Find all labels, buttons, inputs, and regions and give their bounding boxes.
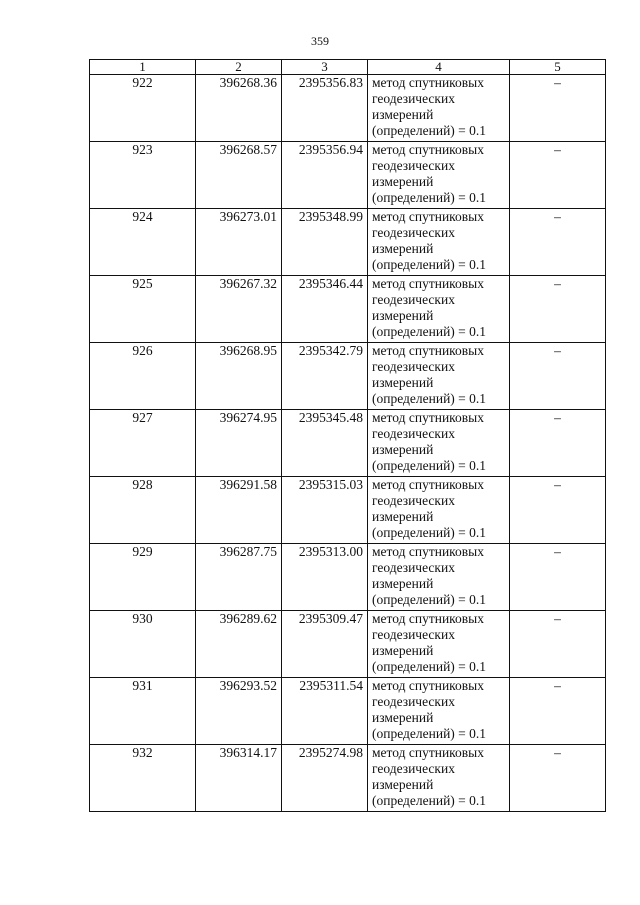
method-line: геодезических [372,426,455,441]
note-cell: – [510,142,606,209]
coordinate-y: 2395356.94 [282,142,368,209]
method-line: геодезических [372,560,455,575]
method-line: метод спутниковых [372,276,484,291]
coordinate-x: 396268.57 [196,142,282,209]
note-cell: – [510,343,606,410]
coordinate-x: 396273.01 [196,209,282,276]
method-line: (определений) = 0.1 [372,592,487,607]
note-cell: – [510,544,606,611]
method-line: геодезических [372,292,455,307]
method-line: измерений [372,107,434,122]
method-line: метод спутниковых [372,75,484,90]
header-col-5: 5 [510,60,606,75]
method-line: измерений [372,174,434,189]
method-line: измерений [372,643,434,658]
table-row [90,343,606,410]
table-row [90,611,606,678]
method-line: метод спутниковых [372,678,484,693]
table-row [90,276,606,343]
note-cell: – [510,276,606,343]
coordinate-x: 396293.52 [196,678,282,745]
point-number: 924 [90,209,196,276]
method-line: измерений [372,777,434,792]
point-number: 922 [90,75,196,142]
table-row [90,410,606,477]
method-line: геодезических [372,225,455,240]
method-description [368,477,510,544]
table-row [90,142,606,209]
coordinate-x: 396287.75 [196,544,282,611]
method-line: метод спутниковых [372,343,484,358]
method-line: метод спутниковых [372,611,484,626]
header-row [90,60,606,75]
coordinate-x: 396268.95 [196,343,282,410]
method-description [368,276,510,343]
note-cell: – [510,477,606,544]
coordinate-x: 396268.36 [196,75,282,142]
method-description [368,611,510,678]
note-cell: – [510,745,606,812]
method-line: геодезических [372,158,455,173]
header-col-2: 2 [196,60,282,75]
coordinate-x: 396314.17 [196,745,282,812]
method-line: метод спутниковых [372,544,484,559]
page-number: 359 [311,34,329,48]
method-description [368,209,510,276]
point-number: 923 [90,142,196,209]
note-cell: – [510,209,606,276]
coordinate-y: 2395311.54 [282,678,368,745]
coordinate-y: 2395345.48 [282,410,368,477]
point-number: 932 [90,745,196,812]
point-number: 930 [90,611,196,678]
coordinate-x: 396274.95 [196,410,282,477]
coordinate-y: 2395313.00 [282,544,368,611]
table-row [90,75,606,142]
coordinates-table [89,59,606,812]
method-description [368,343,510,410]
method-line: геодезических [372,761,455,776]
method-line: геодезических [372,627,455,642]
method-line: (определений) = 0.1 [372,726,487,741]
method-line: (определений) = 0.1 [372,324,487,339]
method-line: метод спутниковых [372,410,484,425]
method-line: (определений) = 0.1 [372,257,487,272]
table-row [90,745,606,812]
coordinate-y: 2395346.44 [282,276,368,343]
point-number: 926 [90,343,196,410]
method-line: геодезических [372,91,455,106]
note-cell: – [510,75,606,142]
method-description [368,410,510,477]
note-cell: – [510,678,606,745]
method-line: метод спутниковых [372,745,484,760]
method-description [368,75,510,142]
method-line: (определений) = 0.1 [372,458,487,473]
method-line: измерений [372,710,434,725]
method-line: (определений) = 0.1 [372,793,487,808]
header-col-1: 1 [90,60,196,75]
note-cell: – [510,410,606,477]
method-description [368,745,510,812]
method-line: (определений) = 0.1 [372,659,487,674]
coordinate-x: 396289.62 [196,611,282,678]
method-line: измерений [372,576,434,591]
point-number: 927 [90,410,196,477]
method-line: измерений [372,241,434,256]
method-line: (определений) = 0.1 [372,190,487,205]
method-line: (определений) = 0.1 [372,525,487,540]
method-line: геодезических [372,493,455,508]
coordinate-y: 2395274.98 [282,745,368,812]
header-col-4: 4 [368,60,510,75]
coordinate-y: 2395348.99 [282,209,368,276]
coordinate-y: 2395342.79 [282,343,368,410]
method-line: измерений [372,442,434,457]
method-description [368,678,510,745]
method-line: геодезических [372,694,455,709]
method-line: метод спутниковых [372,142,484,157]
note-cell: – [510,611,606,678]
coordinate-y: 2395356.83 [282,75,368,142]
method-line: геодезических [372,359,455,374]
table-row [90,678,606,745]
point-number: 925 [90,276,196,343]
header-col-3: 3 [282,60,368,75]
method-line: измерений [372,375,434,390]
point-number: 929 [90,544,196,611]
coordinate-x: 396267.32 [196,276,282,343]
method-description [368,544,510,611]
method-line: (определений) = 0.1 [372,391,487,406]
method-line: (определений) = 0.1 [372,123,487,138]
method-line: измерений [372,308,434,323]
table-row [90,477,606,544]
coordinate-y: 2395315.03 [282,477,368,544]
method-line: метод спутниковых [372,477,484,492]
table-row [90,544,606,611]
table-body [90,75,606,812]
method-line: измерений [372,509,434,524]
point-number: 931 [90,678,196,745]
method-line: метод спутниковых [372,209,484,224]
method-description [368,142,510,209]
coordinate-x: 396291.58 [196,477,282,544]
table-row [90,209,606,276]
coordinate-y: 2395309.47 [282,611,368,678]
point-number: 928 [90,477,196,544]
